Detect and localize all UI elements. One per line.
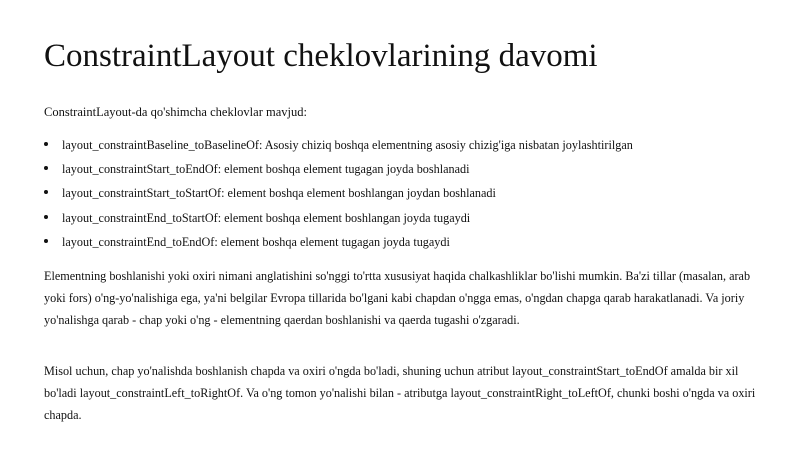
list-item-text: layout_constraintEnd_toStartOf: element boshqa element boshlangan joyda tugaydi xyxy=(62,210,471,225)
bullet-icon xyxy=(44,239,48,243)
intro-text: ConstraintLayout-da qo'shimcha cheklovlar mavjud: xyxy=(44,105,307,119)
example-paragraph: Misol uchun, chap yo'nalishda boshlanish chapda va oxiri o'ngda bo'ladi, shuning uchun atribut layout_constraintStart_toEndOf amalda bir xil bo'ladi layout_constraintLeft_toRightOf. Va o'ng tomon yo'nalishi bilan - atributga layout_constraintRight_toLeftOf, chunki boshi o'ngda va oxiri chapda. xyxy=(44,364,756,423)
bullet-icon xyxy=(44,142,48,146)
list-item xyxy=(44,184,633,208)
list-item xyxy=(44,209,633,233)
list-item-text: layout_constraintStart_toEndOf: element boshqa element tugagan joyda boshlanadi xyxy=(62,162,470,177)
list-item-text: layout_constraintEnd_toEndOf: element boshqa element tugagan joyda tugaydi xyxy=(62,234,450,249)
bullet-icon xyxy=(44,215,48,219)
list-item xyxy=(44,160,633,184)
constraint-list xyxy=(44,136,633,257)
list-item xyxy=(44,136,633,160)
list-item xyxy=(44,233,633,257)
list-item-text: layout_constraintBaseline_toBaselineOf: Asosiy chiziq boshqa elementning asosiy chizig'iga nisbatan joylashtirilgan xyxy=(62,138,633,152)
slide-title: ConstraintLayout cheklovlarining davomi xyxy=(44,38,598,74)
explanation-paragraph: Elementning boshlanishi yoki oxiri nimani anglatishini so'nggi to'rtta xususiyat haqida chalkashliklar bo'lishi mumkin. Ba'zi tillar (masalan, arab yoki fors) o'ng-yo'nalishiga ega, ya'ni belgilar Evropa tillarida bo'lgani kabi chapdan o'ngga emas, o'ngdan chapga qarab harakatlanadi. Va joriy yo'nalishga qarab - chap yoki o'ng - elementning qaerdan boshlanishi va qaerda tugashi o'zgaradi. xyxy=(44,269,751,328)
bullet-icon xyxy=(44,166,48,170)
list-item-text: layout_constraintStart_toStartOf: element boshqa element boshlangan joydan boshlanadi xyxy=(62,186,496,201)
bullet-icon xyxy=(44,190,48,194)
